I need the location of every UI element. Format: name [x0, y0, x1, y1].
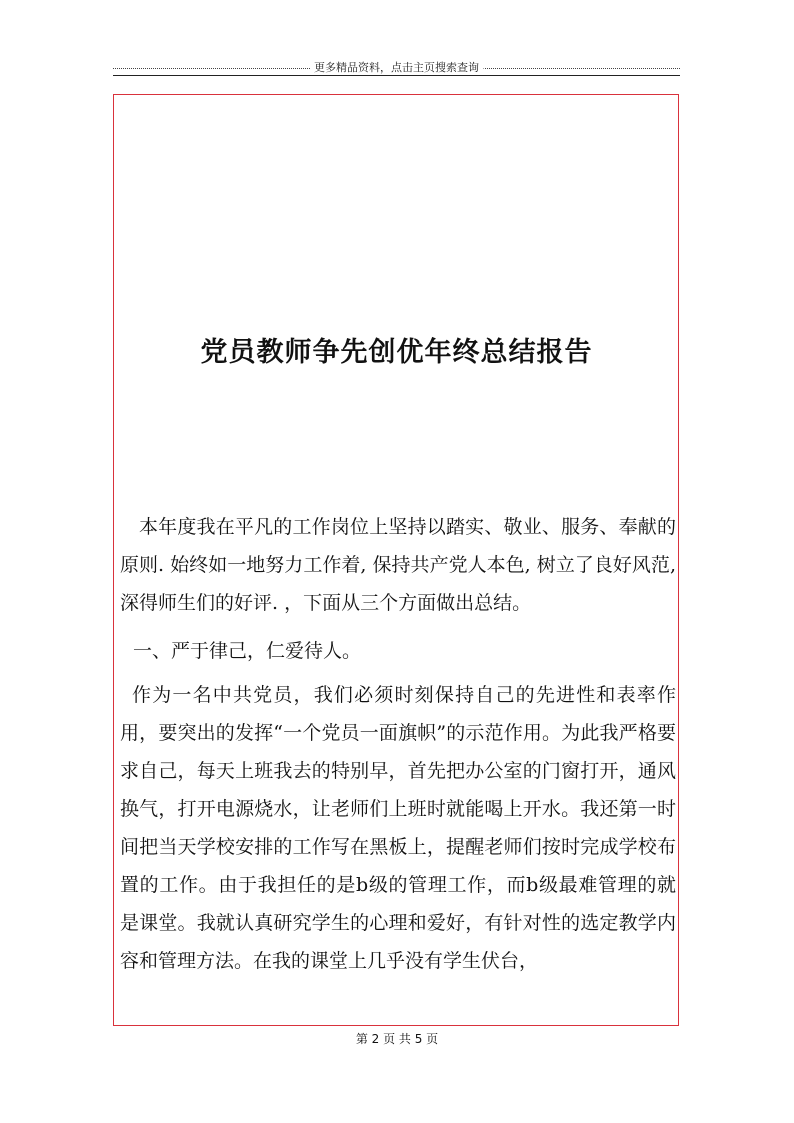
page-number: 第 2 页 共 5 页	[355, 1032, 439, 1046]
section-heading-1: 一、严于律己，仁爱待人。	[133, 640, 362, 662]
paragraph-body: 作为一名中共党员，我们必须时刻保持自己的先进性和表率作用，要突出的发挥“一个党员一面旗帜”的示范作用。为此我严格要求自己，每天上班我去的特别早，首先把办公室的门窗打开，通风换气，打开电源烧水，让老师们上班时就能喝上开水。我还第一时间把当天学校安排的工作写在黑板上，提醒老师们按时完成学校布置的工作。由于我担任的是b级的管理工作，而b级最难管理的就是课堂。我就认真研究学生的心理和爱好，有针对性的选定教学内容和管理方法。在我的课堂上几乎没有学生伏台，	[120, 684, 676, 972]
header-text: 更多精品资料，点击主页搜索查询	[310, 59, 483, 75]
document-title: 党员教师争先创优年终总结报告	[200, 337, 593, 368]
paragraph-intro: 本年度我在平凡的工作岗位上坚持以踏实、敬业、服务、奉献的原则. 始终如一地努力工作着, 保持共产党人本色, 树立了良好风范, 深得师生们的好评. ，下面从三个方面做出总结。	[120, 516, 676, 614]
page-header	[113, 57, 680, 76]
